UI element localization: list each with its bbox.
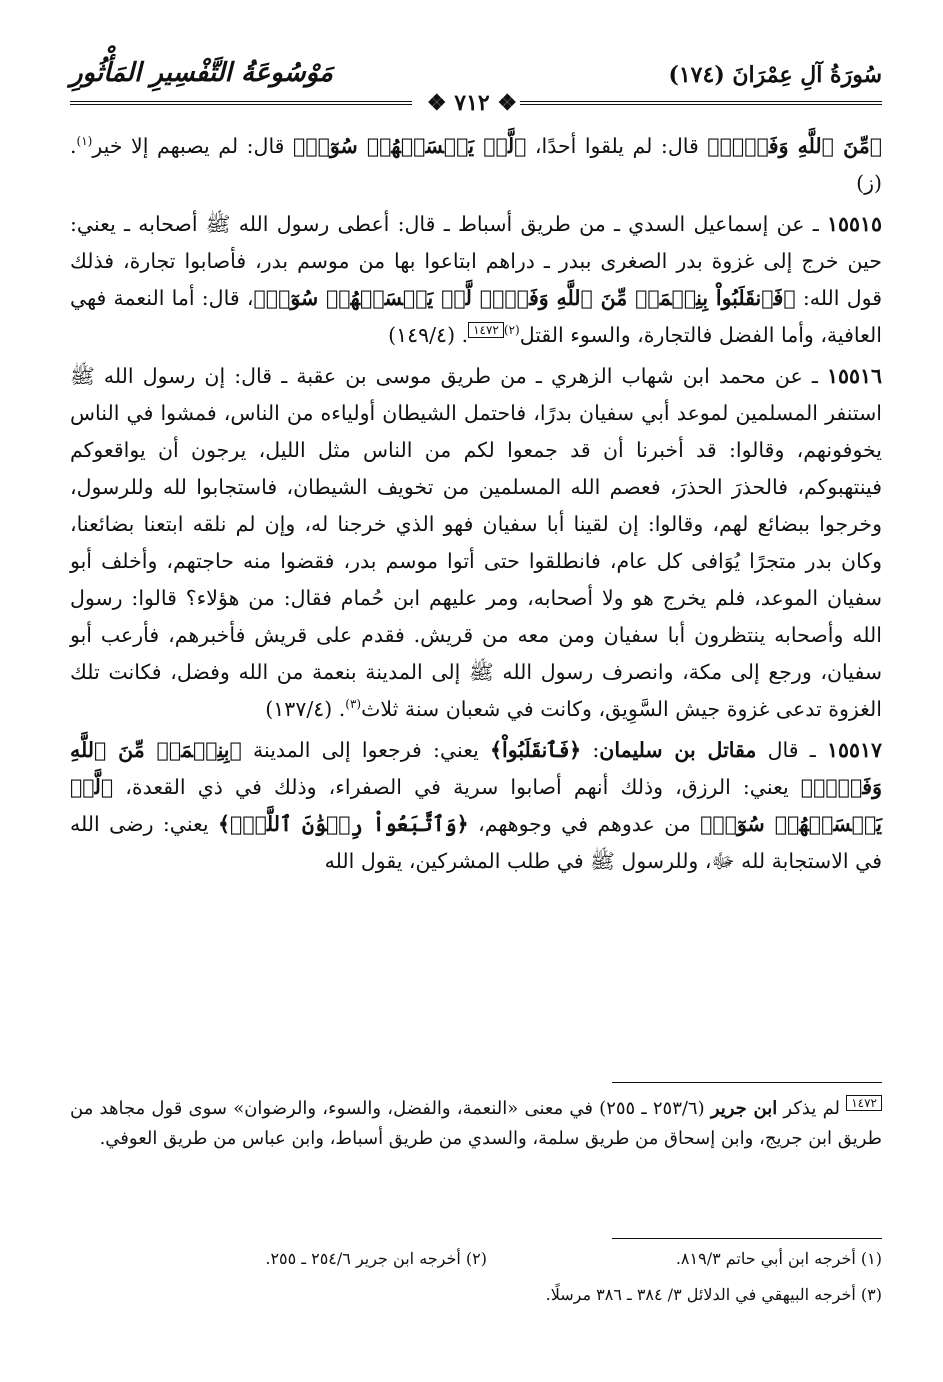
text: :	[581, 738, 600, 762]
footnote-1: (١) أخرجه ابن أبي حاتم ٨١٩/٣.	[675, 1249, 882, 1268]
text: . (ز)	[70, 134, 882, 195]
text: يعني: فرجعوا إلى المدينة	[241, 738, 491, 762]
text: ـ قال	[756, 738, 827, 762]
narration-15515	[70, 206, 882, 354]
page-number-value: ٧١٢	[454, 90, 490, 116]
text: ، قال: أما النعمة فهي العافية، وأما الفضل فالتجارة، والسوء القتل	[70, 286, 882, 347]
text: يعني: الرزق، وذلك أنهم أصابوا سرية في الصفراء، وذلك في ذي القعدة،	[113, 775, 801, 799]
main-text	[70, 128, 882, 880]
text: لم يذكر	[777, 1098, 847, 1119]
quran-quote: ﴿فَٱنقَلَبُواْ بِنِعۡمَةٖ مِّنَ ٱللَّهِ وَفَضۡلٖ لَّمۡ يَمۡسَسۡهُمۡ سُوٓءٞ﴾	[253, 286, 796, 310]
header-rule	[70, 90, 882, 116]
narration-number: ١٥٥١٧	[826, 738, 882, 762]
narration-15516	[70, 358, 882, 728]
text: ـ عن محمد ابن شهاب الزهري ـ من طريق موسى بن عقبة ـ قال: إن رسول الله ﷺ استنفر المسلمين لموعد أبي سفيان بدرًا، فاحتمل الشيطان أولياءه من الناس، فمشوا في الناس يخوفونهم، وقالوا: قد أخبرنا أن قد جمعوا لكم من الناس مثل الليل، يرجون أن يواقعوكم فينتهبوكم، فالحذرَ الحذرَ، فعصم الله المسلمين من تخويف الشيطان، فاستجابوا لله وللرسول، وخرجوا ببضائع لهم، وقالوا: إن لقينا أبا سفيان فهو الذي خرجنا له، وإن لم نلقه ابتعنا بضائعنا، وكان بدر متجرًا يُوَافى كل عام، فانطلقوا حتى أتوا موسم بدر، فقضوا منه حاجتهم، وأخلف أبو سفيان الموعد، فلم يخرج هو ولا أصحابه، ومر عليهم ابن حُمام فقال: من هؤلاء؟ قالوا: رسول الله وأصحابه ينتظرون أبا سفيان ومن معه من قريش. فقدم على قريش فأخبرهم، فأرعب أبو سفيان، ورجع إلى مكة، وانصرف رسول الله ﷺ إلى المدينة بنعمة من الله وفضل، فكانت تلك الغزوة تدعى غزوة جيش السَّوِيق، وكانت في شعبان سنة ثلاث	[70, 364, 882, 721]
text: يعني: رضى الله في الاستجابة لله ﷻ، وللرسول ﷺ في طلب المشركين، يقول الله	[70, 812, 882, 873]
footnote-marker: (٣)	[345, 697, 362, 712]
quran-quote: ﴿وَٱتَّبَعُواْ رِضۡوَٰنَ ٱللَّهِۗ﴾	[218, 812, 469, 836]
narration-15517	[70, 732, 882, 880]
text: ـ عن إسماعيل السدي ـ من طريق أسباط ـ قال: أعطى رسول الله ﷺ أصحابه ـ يعني: حين خرج إلى غزوة بدر الصغرى ببدر ـ دراهم ابتاعوا بها من موسم بدر، فأصابوا تجارة، فذلك قول الله:	[70, 212, 882, 310]
editor-note	[70, 1094, 882, 1154]
footnote-2: (٢) أخرجه ابن جرير ٢٥٤/٦ ـ ٢٥٥.	[265, 1249, 487, 1268]
note-reference: ١٤٧٢	[468, 322, 504, 338]
note-reference: ١٤٧٢	[846, 1095, 882, 1111]
header-rule-left	[70, 101, 412, 105]
text: . (١٣٧/٤)	[265, 697, 346, 721]
surah-title: سُورَةُ آلِ عِمْرَانَ (١٧٤)	[668, 62, 882, 88]
note-separator	[612, 1082, 882, 1083]
text: (٢٥٣/٦ ـ ٢٥٥) في معنى «النعمة، والفضل، والسوء، والرضوان» سوى قول مجاهد من طريق ابن جريج، وابن إسحاق من طريق سلمة، والسدي من طريق أسباط، وابن عباس من طريق العوفي.	[70, 1098, 882, 1149]
narration-number: ١٥٥١٦	[826, 364, 882, 388]
text: قال: لم يصبهم إلا خير	[92, 134, 294, 158]
quran-quote: ﴿لَّمۡ يَمۡسَسۡهُمۡ سُوٓءٞ﴾	[70, 775, 882, 836]
text: من عدوهم في وجوههم،	[468, 812, 701, 836]
author-name: ابن جرير	[710, 1098, 778, 1119]
book-title: مَوْسُوعَةُ التَّفْسِيرِ المَأْثُورِ	[70, 58, 333, 88]
narration-number: ١٥٥١٥	[826, 212, 882, 236]
footnote-marker: (٢)	[503, 323, 520, 338]
narrator-name: مقاتل بن سليمان	[599, 738, 757, 762]
quran-quote: ﴿مِّنَ ٱللَّهِ وَفَضۡلٖ﴾	[707, 134, 882, 158]
header-rule-right	[520, 101, 882, 105]
page	[70, 0, 882, 1382]
page-number: ❖ ٧١٢ ❖	[426, 90, 518, 116]
footnote-marker: (١)	[76, 134, 93, 149]
quran-quote: ﴿لَّمۡ يَمۡسَسۡهُمۡ سُوٓءٞ﴾	[293, 134, 527, 158]
footnote-separator	[612, 1238, 882, 1239]
quran-quote: ﴿فَٱنقَلَبُواْ﴾	[490, 738, 582, 762]
footnote-3: (٣) أخرجه البيهقي في الدلائل ٣/ ٣٨٤ ـ ٣٨٦ مرسلًا.	[545, 1285, 882, 1304]
text: . (١٤٩/٤)	[388, 323, 469, 347]
text: قال: لم يلقوا أحدًا،	[526, 134, 708, 158]
paragraph-continuation	[70, 128, 882, 202]
quran-quote: ﴿بِنِعۡمَةٖ مِّنَ ٱللَّهِ وَفَضۡلٖ﴾	[70, 738, 882, 799]
